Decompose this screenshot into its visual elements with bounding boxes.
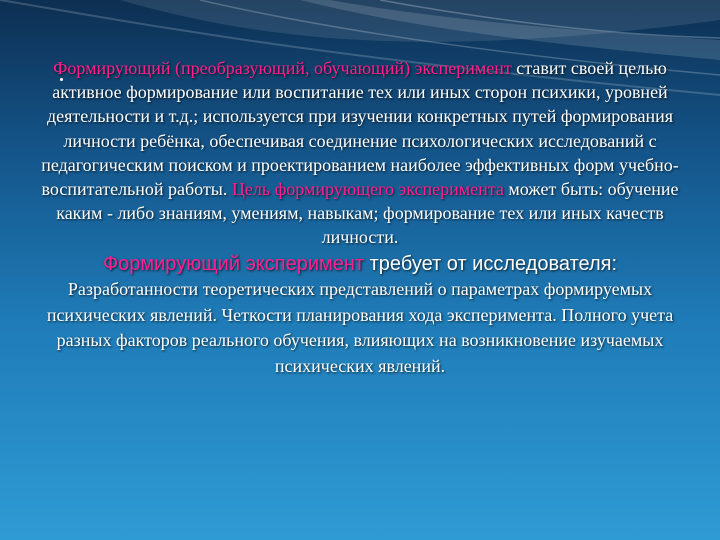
slide-text xyxy=(38,56,682,379)
term-experiment-goal: Цель формирующего эксперимента xyxy=(231,179,504,200)
term-formative-experiment: Формирующий (преобразующий, обучающий) эксперимент xyxy=(53,58,512,78)
requirements-intro: требует от исследователя: xyxy=(364,252,618,275)
goal-text: может быть: обучение каким - либо знаниям, умениям, навыкам; формирование тех или иных качеств личности. xyxy=(56,179,679,248)
paragraph-formative-definition xyxy=(38,56,682,250)
term-formative-experiment-2: Формирующий эксперимент xyxy=(102,252,365,275)
paragraph-requirements xyxy=(38,252,682,380)
requirements-text: Разработанности теоретических представлений о параметрах формируемых психических явлений. Четкости планирования хода эксперимента. Полного учета разных факторов реального обучения, влияющих на возникновение изучаемых психических явлений. xyxy=(46,279,674,376)
definition-text: ставит своей целью активное формирование или воспитание тех или иных сторон психики, уровней деятельности и т.д.; используется при изучении конкретных путей формирования личности ребёнка, обеспечивая соединение психологических исследований с педагогическим поиском и проектированием наиболее эффективных форм учебно-воспитательной работы. xyxy=(41,58,679,200)
